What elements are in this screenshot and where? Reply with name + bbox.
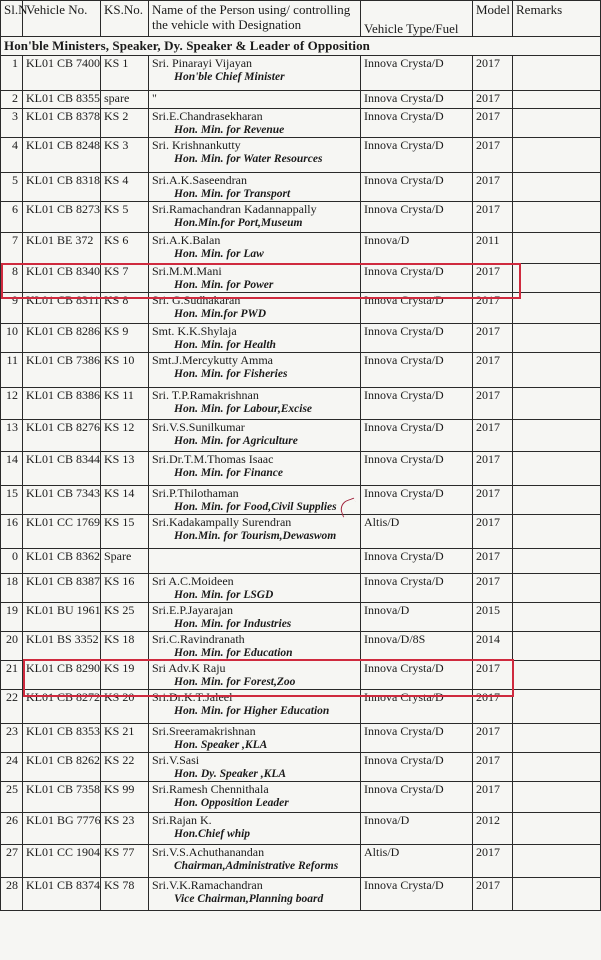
row-number: 20 [1, 632, 23, 661]
person-name: Sri Adv.K Raju [152, 661, 226, 675]
name-cell [149, 91, 361, 109]
header-model: Model [473, 1, 513, 37]
ks-number: Spare [101, 549, 149, 574]
designation: Hon. Min. for Education [174, 647, 293, 659]
remarks-cell [513, 324, 601, 353]
model-year: 2017 [473, 91, 513, 109]
model-year: 2017 [473, 264, 513, 293]
name-cell [149, 878, 361, 911]
person-name: Sri. T.P.Ramakrishnan [152, 388, 259, 402]
model-year: 2017 [473, 753, 513, 782]
model-year: 2017 [473, 452, 513, 486]
header-vehicle-no: Vehicle No. [23, 1, 101, 37]
vehicle-number: KL01 CB 8276 [23, 420, 101, 452]
section-title: Hon'ble Ministers, Speaker, Dy. Speaker & Leader of Opposition [1, 37, 601, 56]
model-year: 2017 [473, 690, 513, 724]
person-name: Sri.Rajan K. [152, 813, 212, 827]
remarks-cell [513, 724, 601, 753]
name-cell [149, 109, 361, 138]
remarks-cell [513, 878, 601, 911]
table-row [1, 91, 601, 109]
table-row [1, 690, 601, 724]
vehicle-number: KL01 CB 8362 [23, 549, 101, 574]
vehicle-type: Altis/D [361, 515, 473, 549]
model-year: 2017 [473, 202, 513, 233]
table-row [1, 353, 601, 388]
designation: Hon. Min. for Health [174, 339, 276, 351]
ks-number: KS 8 [101, 293, 149, 324]
row-number: 27 [1, 845, 23, 878]
person-name: Sri.Dr.K.T.Jaleel [152, 690, 233, 704]
ks-number: KS 4 [101, 173, 149, 202]
ks-number: KS 14 [101, 486, 149, 515]
person-name: Sri.V.Sasi [152, 753, 200, 767]
model-year: 2017 [473, 293, 513, 324]
table-row [1, 813, 601, 845]
vehicle-number: KL01 CB 7400 [23, 56, 101, 91]
header-name: Name of the Person using/ controlling the vehicle with Designation [149, 1, 361, 37]
model-year: 2017 [473, 515, 513, 549]
model-year: 2017 [473, 324, 513, 353]
person-name: Smt. K.K.Shylaja [152, 324, 237, 338]
vehicle-number: KL01 BU 1961 [23, 603, 101, 632]
row-number: 13 [1, 420, 23, 452]
vehicle-number: KL01 CB 8344 [23, 452, 101, 486]
vehicle-number: KL01 CB 8353 [23, 724, 101, 753]
vehicle-number: KL01 CC 1769 [23, 515, 101, 549]
header-remarks: Remarks [513, 1, 601, 37]
row-number: 14 [1, 452, 23, 486]
person-name: Sri.A.K.Balan [152, 233, 221, 247]
designation: Hon. Min. for Agriculture [174, 435, 298, 447]
ks-number: KS 21 [101, 724, 149, 753]
table-body [1, 37, 601, 911]
vehicle-type: Innova Crysta/D [361, 690, 473, 724]
designation: Hon. Min. for Water Resources [174, 153, 323, 165]
vehicle-type: Innova Crysta/D [361, 293, 473, 324]
person-name: " [152, 91, 157, 105]
person-name: Sri.P.Thilothaman [152, 486, 239, 500]
vehicle-number: KL01 CB 8374 [23, 878, 101, 911]
name-cell [149, 56, 361, 91]
ks-number: KS 22 [101, 753, 149, 782]
vehicle-type: Innova/D [361, 233, 473, 264]
vehicle-type: Innova Crysta/D [361, 324, 473, 353]
vehicle-number: KL01 CB 8272 [23, 690, 101, 724]
name-cell [149, 173, 361, 202]
table-row [1, 632, 601, 661]
table-row [1, 753, 601, 782]
table-row [1, 138, 601, 173]
row-number: 4 [1, 138, 23, 173]
designation: Hon. Min. for Law [174, 248, 264, 260]
designation: Hon'ble Chief Minister [174, 71, 285, 83]
person-name: Sri.E.P.Jayarajan [152, 603, 233, 617]
vehicle-type: Innova Crysta/D [361, 724, 473, 753]
vehicle-number: KL01 CB 8387 [23, 574, 101, 603]
name-cell [149, 724, 361, 753]
name-cell [149, 452, 361, 486]
vehicle-type: Innova Crysta/D [361, 91, 473, 109]
vehicle-type: Innova Crysta/D [361, 420, 473, 452]
vehicle-number: KL01 CC 1904 [23, 845, 101, 878]
ks-number: KS 6 [101, 233, 149, 264]
ks-number: KS 1 [101, 56, 149, 91]
table-row [1, 420, 601, 452]
designation: Hon. Opposition Leader [174, 797, 289, 809]
person-name: Sri.A.K.Saseendran [152, 173, 247, 187]
ks-number: KS 9 [101, 324, 149, 353]
table-row [1, 452, 601, 486]
table-row [1, 388, 601, 420]
table-row [1, 515, 601, 549]
name-cell [149, 782, 361, 813]
row-number: 22 [1, 690, 23, 724]
vehicle-type: Innova/D [361, 603, 473, 632]
row-number: 7 [1, 233, 23, 264]
vehicle-type: Innova Crysta/D [361, 452, 473, 486]
vehicle-type: Innova Crysta/D [361, 173, 473, 202]
designation: Hon. Min. for Industries [174, 618, 292, 630]
name-cell [149, 549, 361, 574]
table-row [1, 109, 601, 138]
name-cell [149, 574, 361, 603]
designation: Hon. Min. for Labour,Excise [174, 403, 313, 415]
designation: Hon. Min. for Revenue [174, 124, 285, 136]
table-row [1, 603, 601, 632]
vehicle-type: Innova Crysta/D [361, 782, 473, 813]
section-row [1, 37, 601, 56]
remarks-cell [513, 420, 601, 452]
row-number: 26 [1, 813, 23, 845]
remarks-cell [513, 293, 601, 324]
remarks-cell [513, 486, 601, 515]
vehicle-number: KL01 CB 8318 [23, 173, 101, 202]
person-name: Sri.Ramesh Chennithala [152, 782, 269, 796]
person-name: Sri.Dr.T.M.Thomas Isaac [152, 452, 274, 466]
table-row [1, 724, 601, 753]
name-cell [149, 845, 361, 878]
ks-number: KS 19 [101, 661, 149, 690]
model-year: 2017 [473, 420, 513, 452]
model-year: 2015 [473, 603, 513, 632]
model-year: 2017 [473, 138, 513, 173]
header-ks-no: KS.No. [101, 1, 149, 37]
vehicle-number: KL01 CB 8378 [23, 109, 101, 138]
row-number: 8 [1, 264, 23, 293]
model-year: 2017 [473, 782, 513, 813]
name-cell [149, 486, 361, 515]
model-year: 2017 [473, 549, 513, 574]
vehicle-number: KL01 CB 8290 [23, 661, 101, 690]
table-row [1, 549, 601, 574]
row-number: 25 [1, 782, 23, 813]
remarks-cell [513, 452, 601, 486]
table-row [1, 56, 601, 91]
name-cell [149, 661, 361, 690]
row-number: 1 [1, 56, 23, 91]
row-number: 6 [1, 202, 23, 233]
header-no: Sl.N [1, 1, 23, 37]
designation: Hon. Min. for Higher Education [174, 705, 330, 717]
model-year: 2011 [473, 233, 513, 264]
table-row [1, 173, 601, 202]
row-number: 16 [1, 515, 23, 549]
name-cell [149, 603, 361, 632]
row-number: 11 [1, 353, 23, 388]
row-number: 23 [1, 724, 23, 753]
row-number: 2 [1, 91, 23, 109]
name-cell [149, 690, 361, 724]
designation: Hon. Min. for LSGD [174, 589, 274, 601]
row-number: 24 [1, 753, 23, 782]
vehicle-type: Innova Crysta/D [361, 753, 473, 782]
ks-number: spare [101, 91, 149, 109]
remarks-cell [513, 202, 601, 233]
vehicle-number: KL01 CB 8273 [23, 202, 101, 233]
remarks-cell [513, 233, 601, 264]
person-name: Sri.V.S.Sunilkumar [152, 420, 245, 434]
ks-number: KS 10 [101, 353, 149, 388]
vehicle-type: Innova/D/8S [361, 632, 473, 661]
table-row [1, 782, 601, 813]
ks-number: KS 7 [101, 264, 149, 293]
name-cell [149, 138, 361, 173]
remarks-cell [513, 661, 601, 690]
remarks-cell [513, 173, 601, 202]
vehicle-number: KL01 BE 372 [23, 233, 101, 264]
designation: Hon.Min.for Port,Museum [174, 217, 303, 229]
person-name: Sri A.C.Moideen [152, 574, 234, 588]
ks-number: KS 78 [101, 878, 149, 911]
remarks-cell [513, 574, 601, 603]
designation: Hon. Speaker ,KLA [174, 739, 268, 751]
model-year: 2017 [473, 845, 513, 878]
table-row [1, 264, 601, 293]
model-year: 2017 [473, 173, 513, 202]
vehicle-type: Innova Crysta/D [361, 486, 473, 515]
model-year: 2014 [473, 632, 513, 661]
row-number: 0 [1, 549, 23, 574]
table-row [1, 202, 601, 233]
remarks-cell [513, 845, 601, 878]
remarks-cell [513, 109, 601, 138]
designation: Hon. Min. for Food,Civil Supplies [174, 501, 337, 513]
designation: Hon.Min. for Tourism,Dewaswom [174, 530, 337, 542]
vehicle-number: KL01 CB 8340 [23, 264, 101, 293]
model-year: 2017 [473, 353, 513, 388]
vehicle-type: Innova Crysta/D [361, 661, 473, 690]
ks-number: KS 5 [101, 202, 149, 233]
row-number: 15 [1, 486, 23, 515]
vehicle-type: Innova/D [361, 813, 473, 845]
ks-number: KS 12 [101, 420, 149, 452]
ks-number: KS 15 [101, 515, 149, 549]
vehicle-type: Innova Crysta/D [361, 549, 473, 574]
designation: Hon.Chief whip [174, 828, 251, 840]
table-row [1, 878, 601, 911]
designation: Chairman,Administrative Reforms [174, 860, 339, 872]
table-row [1, 845, 601, 878]
designation: Vice Chairman,Planning board [174, 893, 324, 905]
row-number: 21 [1, 661, 23, 690]
ks-number: KS 11 [101, 388, 149, 420]
row-number: 9 [1, 293, 23, 324]
name-cell [149, 233, 361, 264]
remarks-cell [513, 264, 601, 293]
remarks-cell [513, 515, 601, 549]
ks-number: KS 16 [101, 574, 149, 603]
ks-number: KS 25 [101, 603, 149, 632]
remarks-cell [513, 56, 601, 91]
model-year: 2017 [473, 574, 513, 603]
ks-number: KS 18 [101, 632, 149, 661]
name-cell [149, 202, 361, 233]
vehicle-number: KL01 BG 7776 [23, 813, 101, 845]
name-cell [149, 293, 361, 324]
table-row [1, 661, 601, 690]
ks-number: KS 13 [101, 452, 149, 486]
name-cell [149, 264, 361, 293]
row-number: 18 [1, 574, 23, 603]
name-cell [149, 388, 361, 420]
model-year: 2012 [473, 813, 513, 845]
remarks-cell [513, 353, 601, 388]
person-name: Sri.V.S.Achuthanandan [152, 845, 265, 859]
ks-number: KS 23 [101, 813, 149, 845]
vehicle-number: KL01 BS 3352 [23, 632, 101, 661]
designation: Hon. Min.for PWD [174, 308, 267, 320]
remarks-cell [513, 603, 601, 632]
name-cell [149, 753, 361, 782]
person-name: Sri.Ramachandran Kadannappally [152, 202, 317, 216]
name-cell [149, 353, 361, 388]
person-name: Sri.E.Chandrasekharan [152, 109, 263, 123]
remarks-cell [513, 138, 601, 173]
person-name: Sri.C.Ravindranath [152, 632, 245, 646]
row-number: 19 [1, 603, 23, 632]
row-number: 3 [1, 109, 23, 138]
vehicle-type: Innova Crysta/D [361, 109, 473, 138]
model-year: 2017 [473, 661, 513, 690]
remarks-cell [513, 782, 601, 813]
person-name: Sri. Pinarayi Vijayan [152, 56, 253, 70]
designation: Hon. Min. for Power [174, 279, 274, 291]
header-type: Vehicle Type/Fuel [361, 1, 473, 37]
model-year: 2017 [473, 878, 513, 911]
remarks-cell [513, 813, 601, 845]
ks-number: KS 3 [101, 138, 149, 173]
vehicle-number: KL01 CB 8248 [23, 138, 101, 173]
model-year: 2017 [473, 56, 513, 91]
vehicle-type: Innova Crysta/D [361, 202, 473, 233]
designation: Hon. Min. for Transport [174, 188, 291, 200]
table-row [1, 293, 601, 324]
vehicle-number: KL01 CB 7343 [23, 486, 101, 515]
ks-number: KS 2 [101, 109, 149, 138]
name-cell [149, 632, 361, 661]
person-name: Sri. Krishnankutty [152, 138, 241, 152]
ks-number: KS 77 [101, 845, 149, 878]
vehicle-number: KL01 CB 8311 [23, 293, 101, 324]
vehicle-number: KL01 CB 8386 [23, 388, 101, 420]
vehicle-type: Innova Crysta/D [361, 574, 473, 603]
person-name: Sri.Kadakampally Surendran [152, 515, 292, 529]
remarks-cell [513, 549, 601, 574]
designation: Hon. Min. for Finance [174, 467, 283, 479]
ks-number: KS 20 [101, 690, 149, 724]
vehicle-type: Innova Crysta/D [361, 878, 473, 911]
designation: Hon. Dy. Speaker ,KLA [174, 768, 287, 780]
vehicle-number: KL01 CB 8355 [23, 91, 101, 109]
row-number: 10 [1, 324, 23, 353]
vehicle-type: Innova Crysta/D [361, 138, 473, 173]
name-cell [149, 420, 361, 452]
row-number: 12 [1, 388, 23, 420]
row-number: 5 [1, 173, 23, 202]
person-name: Sri.Sreeramakrishnan [152, 724, 256, 738]
remarks-cell [513, 690, 601, 724]
remarks-cell [513, 388, 601, 420]
person-name: Sri. G.Sudhakaran [152, 293, 241, 307]
vehicle-type: Innova Crysta/D [361, 56, 473, 91]
vehicle-type: Innova Crysta/D [361, 388, 473, 420]
person-name: Smt.J.Mercykutty Amma [152, 353, 273, 367]
remarks-cell [513, 753, 601, 782]
model-year: 2017 [473, 109, 513, 138]
vehicle-type: Innova Crysta/D [361, 353, 473, 388]
vehicle-number: KL01 CB 8286 [23, 324, 101, 353]
designation: Hon. Min. for Forest,Zoo [174, 676, 296, 688]
model-year: 2017 [473, 486, 513, 515]
header-row [1, 1, 601, 37]
remarks-cell [513, 632, 601, 661]
vehicle-number: KL01 CB 8262 [23, 753, 101, 782]
model-year: 2017 [473, 388, 513, 420]
row-number: 28 [1, 878, 23, 911]
table-row [1, 233, 601, 264]
name-cell [149, 324, 361, 353]
ks-number: KS 99 [101, 782, 149, 813]
name-cell [149, 515, 361, 549]
table-row [1, 574, 601, 603]
table-row [1, 324, 601, 353]
vehicle-number: KL01 CB 7358 [23, 782, 101, 813]
person-name: Sri.V.K.Ramachandran [152, 878, 263, 892]
designation: Hon. Min. for Fisheries [174, 368, 288, 380]
table-row [1, 486, 601, 515]
name-cell [149, 813, 361, 845]
remarks-cell [513, 91, 601, 109]
model-year: 2017 [473, 724, 513, 753]
vehicle-type: Altis/D [361, 845, 473, 878]
vehicle-type: Innova Crysta/D [361, 264, 473, 293]
vehicle-number: KL01 CB 7386 [23, 353, 101, 388]
person-name: Sri.M.M.Mani [152, 264, 222, 278]
